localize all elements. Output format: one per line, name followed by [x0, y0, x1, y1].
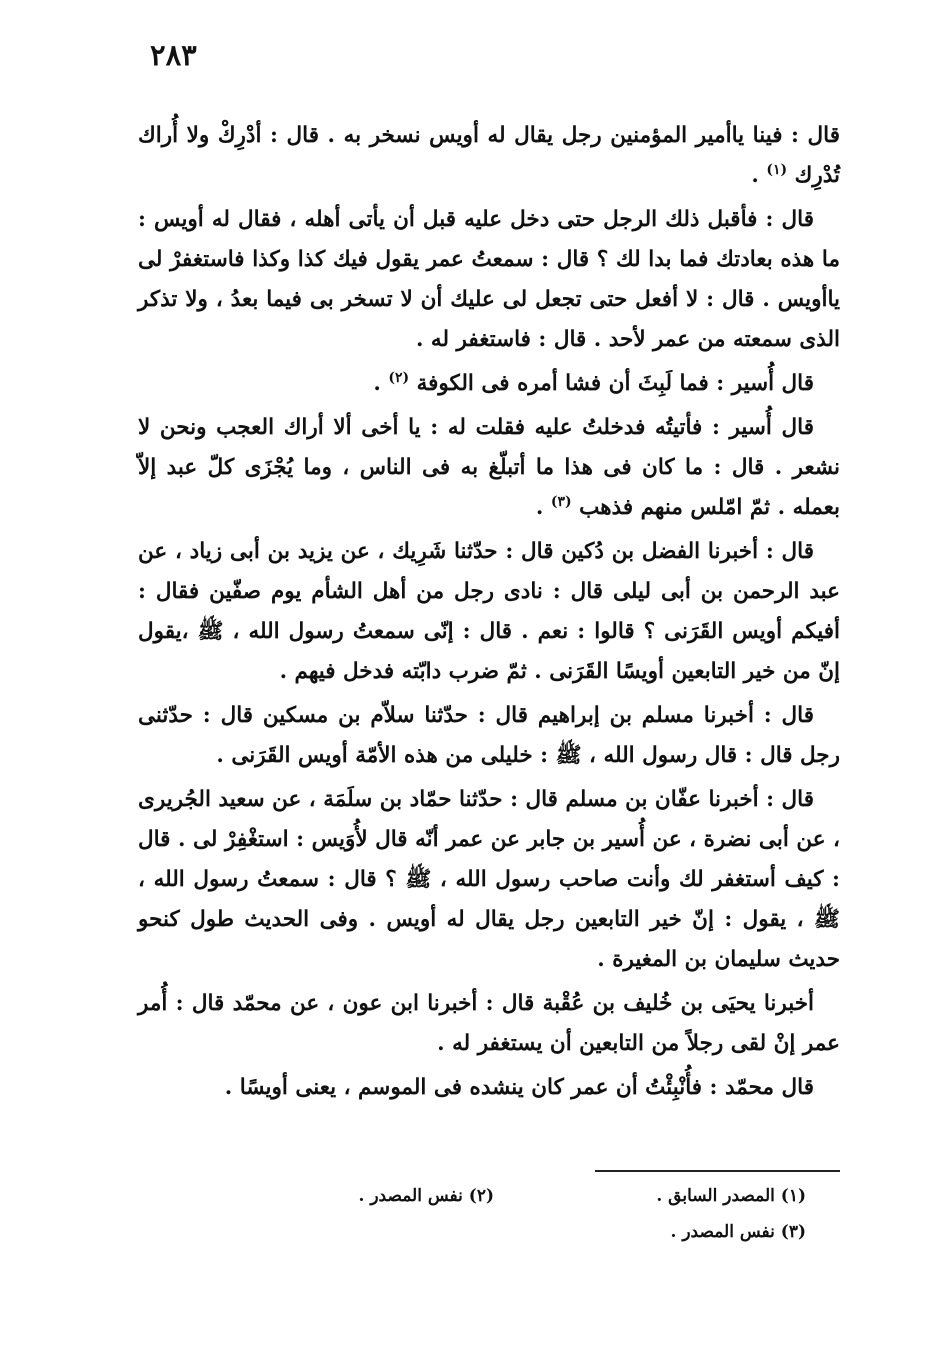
footnote-ref-3: (٣): [550, 493, 572, 510]
footnote-ref-2: (٢): [388, 369, 410, 386]
paragraph-end: .: [535, 495, 551, 520]
paragraph-9: [138, 1068, 840, 1108]
paragraph-3: [138, 364, 840, 404]
paragraph-end: .: [373, 371, 389, 396]
paragraph-5: [138, 532, 840, 692]
paragraph-text: قال : فأقبل ذلك الرجل حتى دخل عليه قبل أن يأتى أهله ، فقال له أويس : ما هذه بعادتك فما بدا لك ؟ قال : سمعتُ عمر يقول فيك كذا وكذا فاستغفرْ لى ياأويس . قال : لا أفعل حتى تجعل لى عليك أن لا تسخر بى فيما بعدُ ، ولا تذكر الذى سمعته من عمر لأحد . قال : فاستغفر له .: [138, 207, 840, 352]
paragraph-end: .: [751, 163, 767, 188]
paragraph-2: [138, 200, 840, 360]
footnote-divider: [595, 1170, 840, 1172]
paragraph-7: [138, 780, 840, 980]
footnote-ref-1: (١): [766, 161, 788, 178]
paragraph-6: [138, 696, 840, 776]
main-text: [138, 116, 840, 1112]
page-number: ٢٨٣: [150, 38, 197, 72]
paragraph-1: [138, 116, 840, 196]
paragraph-text: قال : فينا ياأمير المؤمنين رجل يقال له أويس نسخر به . قال : أدْرِكْ ولا أُراك تُدْرِك: [138, 123, 840, 188]
paragraph-text: قال : أخبرنا الفضل بن دُكين قال : حدّثنا شَرِيك ، عن يزيد بن أبى زياد ، عن عبد الرحمن بن أبى ليلى قال : نادى رجل من أهل الشأم يوم صفّين فقال : أفيكم أويس القَرَنى ؟ قالوا : نعم . قال : إنّى سمعتُ رسول الله ، ﷺ ،يقول إنّ من خير التابعين أويسًا القَرَنى . ثمّ ضرب دابّته فدخل فيهم .: [138, 539, 840, 684]
paragraph-text: قال محمّد : فأُنْبِئْتُ أن عمر كان ينشده فى الموسم ، يعنى أويسًا .: [224, 1075, 814, 1100]
paragraph-text: أخبرنا يحيَى بن خُليف بن عُقْبة قال : أخبرنا ابن عون ، عن محمّد قال : أُمر عمر إنْ لقى رجلاً من التابعين أن يستغفر له .: [138, 991, 840, 1056]
paragraph-4: [138, 408, 840, 528]
paragraph-text: قال أُسير : فما لَبِثَ أن فشا أمره فى الكوفة: [416, 371, 814, 396]
paragraph-text: قال : أخبرنا مسلم بن إبراهيم قال : حدّثنا سلاّم بن مسكين قال : حدّثنى رجل قال : قال رسول الله ، ﷺ : خليلى من هذه الأمّة أويس القَرَنى .: [138, 703, 840, 768]
paragraph-8: [138, 984, 840, 1064]
footnote-3: (٣) نفس المصدر .: [670, 1222, 806, 1242]
footnote-1: (١) المصدر السابق .: [656, 1186, 806, 1206]
footnote-2: (٢) نفس المصدر .: [358, 1186, 494, 1206]
paragraph-text: قال : أخبرنا عفّان بن مسلم قال : حدّثنا حمّاد بن سلَمَة ، عن سعيد الجُريرى ، عن أبى نضرة ، عن أُسير بن جابر عن عمر أنّه قال لأُوَيس : استغْفِرْ لى . قال : كيف أستغفر لك وأنت صاحب رسول الله ، ﷺ ؟ قال : سمعتُ رسول الله ، ﷺ ، يقول : إنّ خير التابعين رجل يقال له أويس . وفى الحديث طول كنحو حديث سليمان بن المغيرة .: [138, 787, 840, 972]
paragraph-text: قال أُسير : فأتيتُه فدخلتُ عليه فقلت له : يا أخى ألا أراك العجب ونحن لا نشعر . قال : ما كان فى هذا ما أتبلّغ به فى الناس ، وما يُجْزَى كلّ عبد إلاّ بعمله . ثمّ امّلس منهم فذهب: [138, 415, 840, 520]
